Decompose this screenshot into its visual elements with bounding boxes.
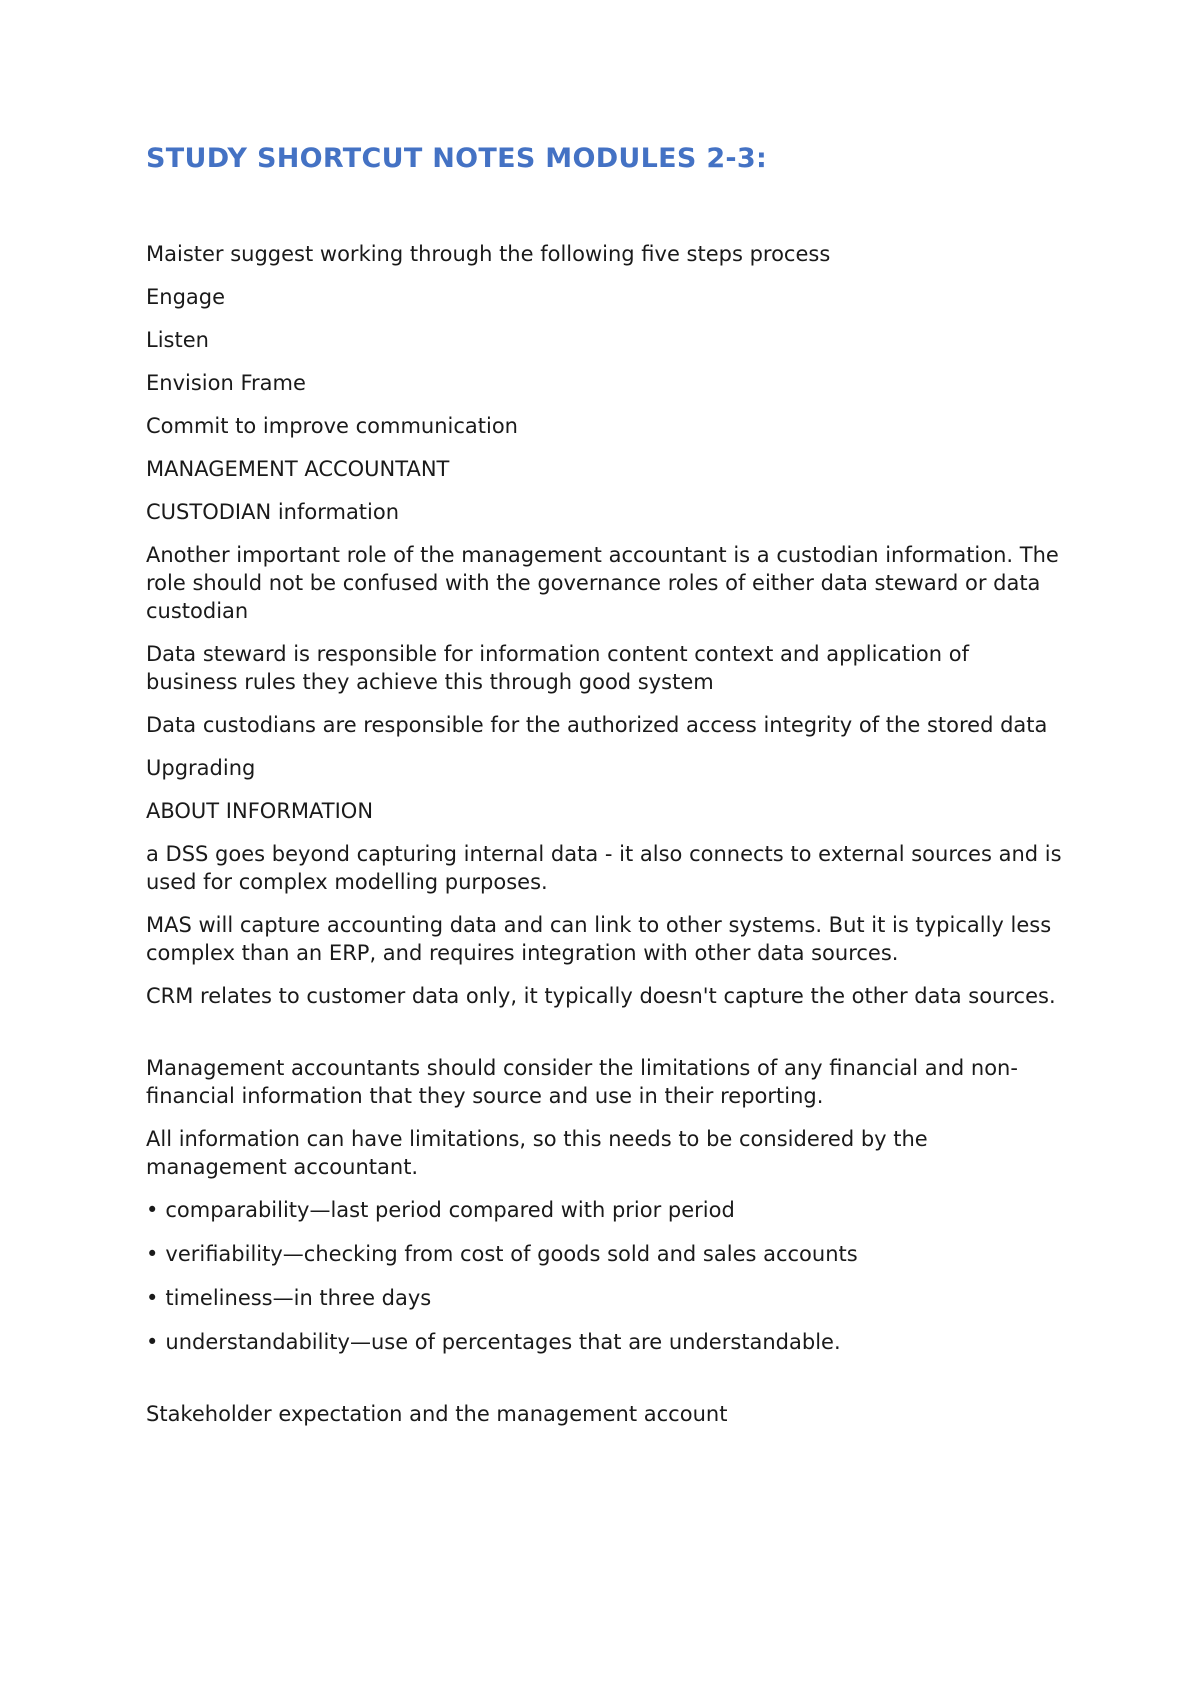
paragraph-mas: MAS will capture accounting data and can link to other systems. But it is typically less complex than an ERP, and requires integration with other data sources.	[146, 913, 1052, 965]
bullet-icon: •	[146, 1198, 159, 1222]
paragraph-step-commit: Commit to improve communication	[146, 414, 518, 438]
paragraph-stakeholder: Stakeholder expectation and the management account	[146, 1402, 728, 1426]
paragraph-upgrading: Upgrading	[146, 756, 256, 780]
paragraph-crm: CRM relates to customer data only, it typically doesn't capture the other data sources.	[146, 984, 1056, 1008]
paragraph-intro: Maister suggest working through the following five steps process	[146, 242, 831, 266]
paragraph-data-steward: Data steward is responsible for information content context and application of business rules they achieve this through good system	[146, 642, 969, 694]
paragraph-step-listen: Listen	[146, 328, 209, 352]
bullet-icon: •	[146, 1330, 159, 1354]
paragraph-about-information: ABOUT INFORMATION	[146, 799, 374, 823]
paragraph-dss: a DSS goes beyond capturing internal data - it also connects to external sources and is used for complex modelling purposes.	[146, 842, 1062, 894]
paragraph-step-envision: Envision Frame	[146, 371, 306, 395]
paragraph-limitations: Management accountants should consider the limitations of any financial and non-financial information that they source and use in their reporting.	[146, 1056, 1018, 1108]
list-item-text: timeliness—in three days	[165, 1286, 432, 1310]
list-item	[146, 1328, 1066, 1356]
list-item	[146, 1240, 1066, 1268]
list-item	[146, 1196, 1066, 1224]
paragraph-all-information: All information can have limitations, so this needs to be considered by the management accountant.	[146, 1127, 928, 1179]
list-item-text: verifiability—checking from cost of goods sold and sales accounts	[165, 1242, 858, 1266]
document-body	[146, 240, 1066, 1443]
list-item	[146, 1284, 1066, 1312]
paragraph-management-accountant: MANAGEMENT ACCOUNTANT	[146, 457, 450, 481]
document-page	[146, 0, 1066, 1696]
document-title: STUDY SHORTCUT NOTES MODULES 2-3:	[146, 143, 768, 174]
list-item-text: comparability—last period compared with prior period	[165, 1198, 735, 1222]
list-item-text: understandability—use of percentages that are understandable.	[165, 1330, 841, 1354]
paragraph-step-engage: Engage	[146, 285, 226, 309]
bullet-icon: •	[146, 1242, 159, 1266]
paragraph-custodian-role: Another important role of the management accountant is a custodian information. The role should not be confused with the governance roles of either data steward or data custodian	[146, 543, 1059, 623]
bullet-list	[146, 1196, 1066, 1356]
paragraph-data-custodians: Data custodians are responsible for the authorized access integrity of the stored data	[146, 713, 1048, 737]
paragraph-custodian-information: CUSTODIAN information	[146, 500, 400, 524]
bullet-icon: •	[146, 1286, 159, 1310]
